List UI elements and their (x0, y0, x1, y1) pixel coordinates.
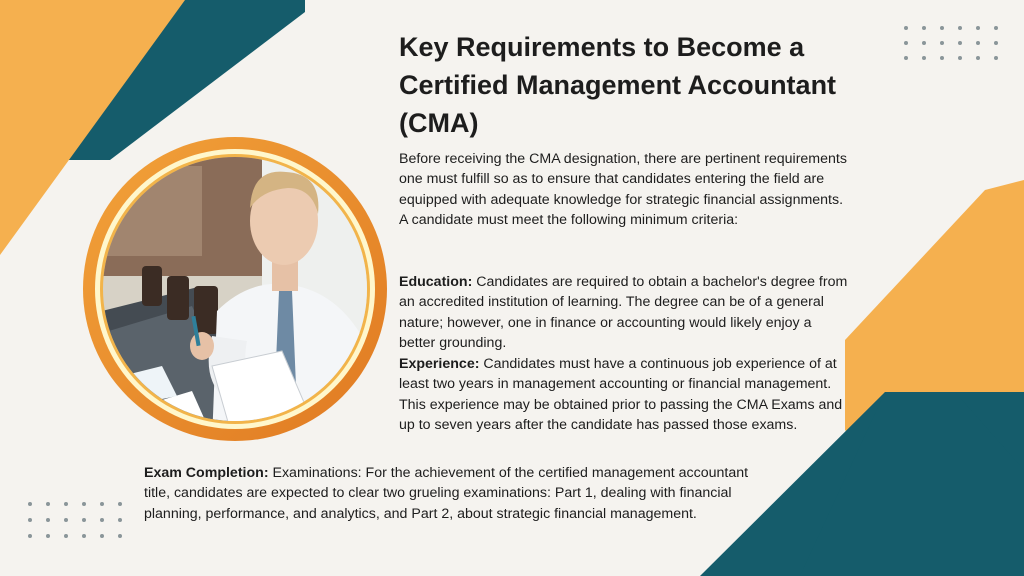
professional-photo (82, 136, 388, 442)
exam-text: Examinations: For the achievement of the certified management accountant title, candidates are expected to clear two grueling examinations: Part 1, dealing with financial planning, performance, and analytics, and Part 2, about strategic financial management. (144, 465, 749, 522)
experience-paragraph (399, 354, 849, 436)
page-title: Key Requirements to Become a Certified Management Accountant (CMA) (399, 32, 837, 138)
intro-paragraph: Before receiving the CMA designation, there are pertinent requirements one must fulfill so as to ensure that candidates entering the field are equipped with adequate knowledge for strategic financial assignments. A candidate must meet the following minimum criteria: (399, 151, 847, 229)
exam-completion-paragraph (144, 463, 754, 524)
education-text: Candidates are required to obtain a bachelor's degree from an accredited institution of learning. The degree can be of a general nature; however, one in finance or accounting would likely enjoy a better grounding. (399, 274, 848, 352)
exam-label: Exam Completion: (144, 465, 269, 481)
education-paragraph (399, 272, 849, 354)
dot-grid-top-right-icon (900, 22, 1010, 66)
dot-grid-bottom-left-icon (24, 498, 134, 544)
experience-label: Experience: (399, 356, 480, 372)
education-label: Education: (399, 274, 473, 290)
experience-text: Candidates must have a continuous job experience of at least two years in management accounting or financial management. This experience may be obtained prior to passing the CMA Exams and up to seven years after the candidate has passed those exams. (399, 356, 843, 434)
